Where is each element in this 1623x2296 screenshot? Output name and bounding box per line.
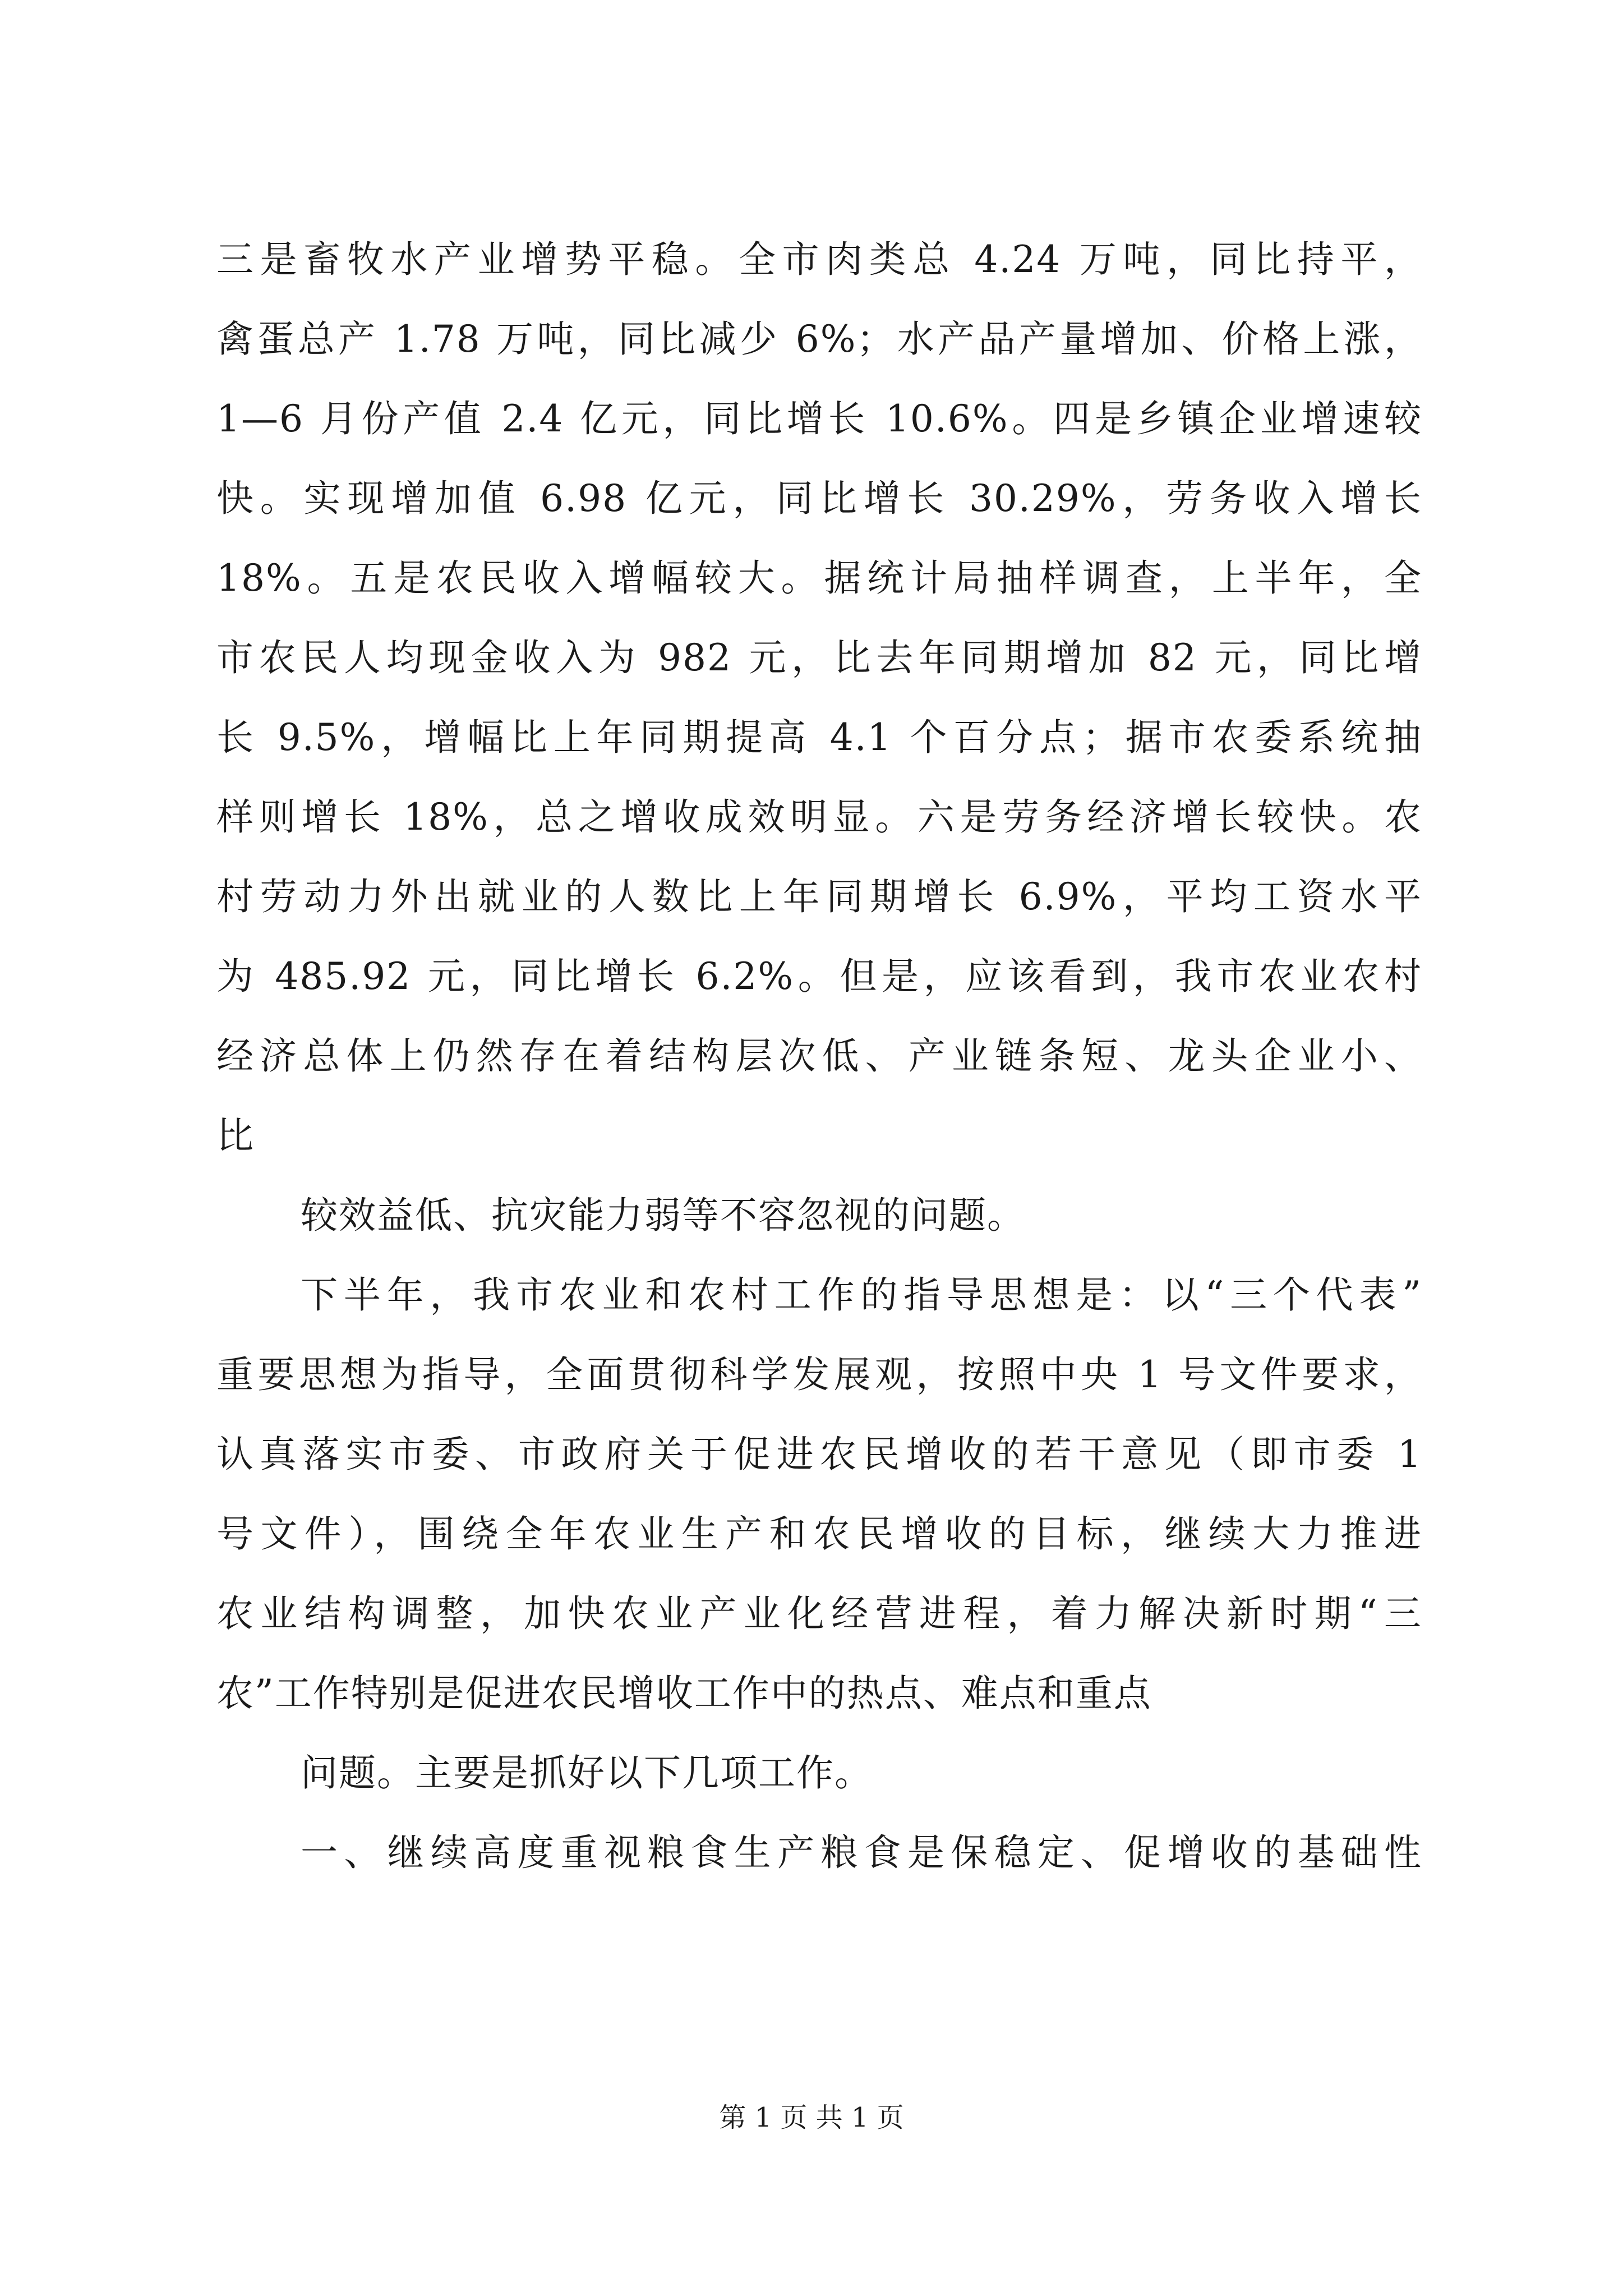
text-line: 快。实现增加值 6.98 亿元，同比增长 30.29%，劳务收入增长 — [216, 477, 1422, 520]
text-line: 经济总体上仍然存在着结构层次低、产业链条短、龙头企业小、 — [216, 1034, 1422, 1078]
text-line: 市农民人均现金收入为 982 元，比去年同期增加 82 元，同比增 — [216, 636, 1422, 679]
document-body — [216, 220, 1422, 1893]
text-line: 农业结构调整，加快农业产业化经营进程，着力解决新时期“三 — [216, 1592, 1422, 1635]
text-line: 重要思想为指导，全面贯彻科学发展观，按照中央 1 号文件要求， — [216, 1353, 1422, 1396]
text-line: 样则增长 18%，总之增收成效明显。六是劳务经济增长较快。农 — [216, 795, 1422, 839]
text-line: 认真落实市委、市政府关于促进农民增收的若干意见（即市委 1 — [216, 1433, 1422, 1476]
text-line: 比 — [216, 1114, 255, 1157]
text-line: 禽蛋总产 1.78 万吨，同比减少 6%；水产品产量增加、价格上涨， — [216, 318, 1422, 361]
text-line: 1—6 月份产值 2.4 亿元，同比增长 10.6%。四是乡镇企业增速较 — [216, 397, 1422, 440]
text-line: 问题。主要是抓好以下几项工作。 — [301, 1751, 873, 1795]
text-line: 农”工作特别是促进农民增收工作中的热点、难点和重点 — [216, 1672, 1152, 1715]
text-line: 为 485.92 元，同比增长 6.2%。但是，应该看到，我市农业农村 — [216, 955, 1422, 998]
page-number-footer: 第 1 页 共 1 页 — [719, 2102, 904, 2133]
text-line: 一、继续高度重视粮食生产粮食是保稳定、促增收的基础性 — [301, 1831, 1422, 1874]
text-line: 长 9.5%，增幅比上年同期提高 4.1 个百分点；据市农委系统抽 — [216, 716, 1422, 759]
text-line: 村劳动力外出就业的人数比上年同期增长 6.9%，平均工资水平 — [216, 875, 1422, 918]
text-line: 较效益低、抗灾能力弱等不容忽视的问题。 — [301, 1194, 1025, 1237]
text-line: 下半年，我市农业和农村工作的指导思想是：以“三个代表” — [301, 1273, 1422, 1317]
text-line: 三是畜牧水产业增势平稳。全市肉类总 4.24 万吨，同比持平， — [216, 238, 1422, 281]
text-line: 18%。五是农民收入增幅较大。据统计局抽样调查，上半年，全 — [216, 556, 1422, 600]
text-line: 号文件），围绕全年农业生产和农民增收的目标，继续大力推进 — [216, 1512, 1422, 1556]
